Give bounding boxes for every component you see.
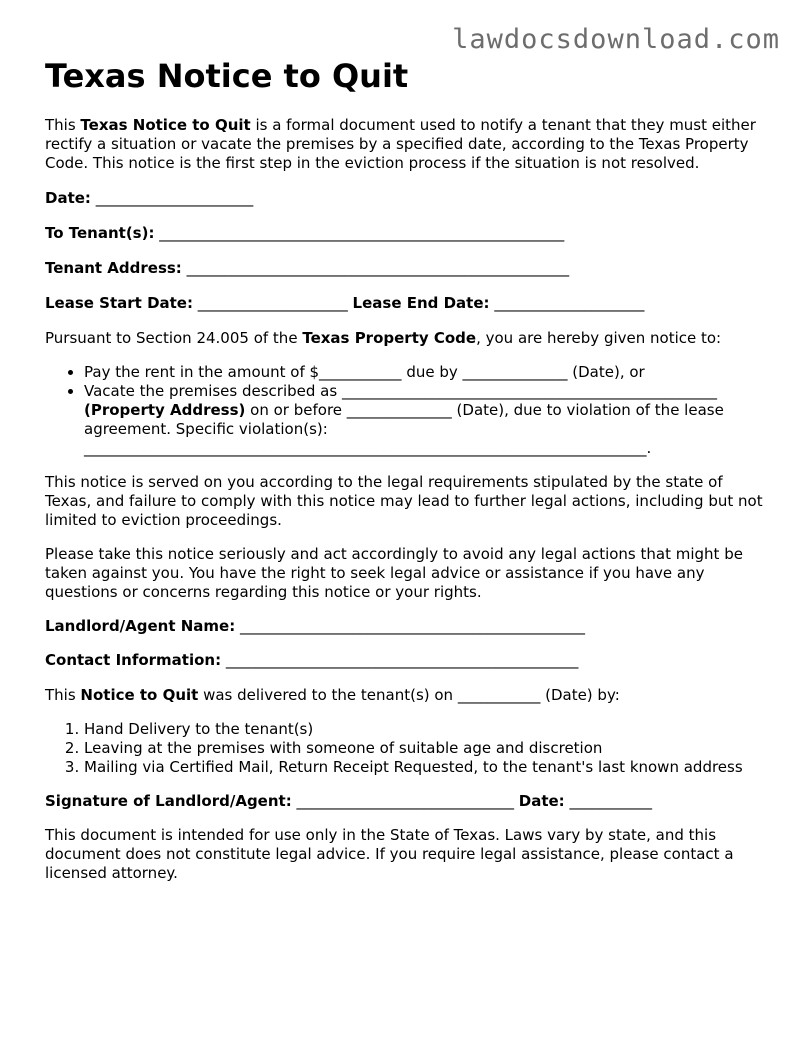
- pursuant-paragraph: Pursuant to Section 24.005 of the Texas Property Code, you are hereby given notice to:: [45, 329, 722, 347]
- vacate-option: • Vacate the premises described as __________________________________________________ (Property Address) on or before ______________ (Date), due to violation of the lease agreement. Specific violation(s): ___________________________________________________________________________.: [84, 382, 767, 458]
- pay-rent-option: • Pay the rent in the amount of $___________ due by ______________ (Date), or: [84, 363, 767, 382]
- delivery-method-item: 2. Leaving at the premises with someone of suitable age and discretion: [84, 739, 767, 758]
- date-blank: _____________________: [95, 189, 254, 207]
- please-paragraph: Please take this notice seriously and act accordingly to avoid any legal actions that might be taken against you. You have the right to seek legal advice or assistance if you have any questions or concerns regarding this notice or your rights.: [45, 545, 743, 601]
- delivery-method-item: 3. Mailing via Certified Mail, Return Receipt Requested, to the tenant's last known address: [84, 758, 767, 777]
- tenants-label: To Tenant(s):: [45, 224, 155, 242]
- date-label: Date:: [45, 189, 91, 207]
- signature-date-label: Date:: [518, 792, 565, 810]
- date-field: [45, 189, 767, 208]
- lease-end-blank: ____________________: [494, 294, 645, 312]
- delivery-methods-list: [45, 720, 767, 777]
- delivery-method-item: 1. Hand Delivery to the tenant(s): [84, 720, 767, 739]
- lease-end-label: Lease End Date:: [352, 294, 490, 312]
- landlord-name-blank: ______________________________________________: [240, 617, 586, 635]
- tenant-address-blank: ___________________________________________________: [186, 259, 570, 277]
- tenant-address-field: [45, 259, 767, 278]
- served-paragraph: This notice is served on you according to the legal requirements stipulated by the state of Texas, and failure to comply with this notice may lead to further legal actions, including but not limited to eviction proceedings.: [45, 473, 763, 529]
- landlord-name-field: [45, 617, 767, 636]
- notice-options-list: [45, 363, 767, 458]
- page-title: Texas Notice to Quit: [45, 57, 409, 95]
- watermark: lawdocsdownload.com: [452, 24, 780, 55]
- signature-date-blank: ___________: [569, 792, 652, 810]
- contact-info-field: [45, 651, 767, 670]
- contact-info-blank: _______________________________________________: [225, 651, 579, 669]
- signature-label: Signature of Landlord/Agent:: [45, 792, 292, 810]
- lease-start-blank: ____________________: [197, 294, 348, 312]
- document-body: [45, 116, 767, 883]
- tenant-address-label: Tenant Address:: [45, 259, 182, 277]
- tenants-field: [45, 224, 767, 243]
- lease-dates-field: [45, 294, 767, 313]
- lease-start-label: Lease Start Date:: [45, 294, 193, 312]
- signature-field: [45, 792, 767, 811]
- contact-info-label: Contact Information:: [45, 651, 222, 669]
- disclaimer-paragraph: This document is intended for use only in the State of Texas. Laws vary by state, and this document does not constitute legal advice. If you require legal assistance, please contact a licensed attorney.: [45, 826, 734, 882]
- intro-paragraph: This Texas Notice to Quit is a formal document used to notify a tenant that they must either rectify a situation or vacate the premises by a specified date, according to the Texas Property Code. This notice is the first step in the eviction process if the situation is not resolved.: [45, 116, 756, 172]
- delivered-paragraph: This Notice to Quit was delivered to the tenant(s) on ___________ (Date) by:: [45, 686, 620, 704]
- tenants-blank: ______________________________________________________: [159, 224, 565, 242]
- signature-blank: _____________________________: [296, 792, 514, 810]
- landlord-name-label: Landlord/Agent Name:: [45, 617, 236, 635]
